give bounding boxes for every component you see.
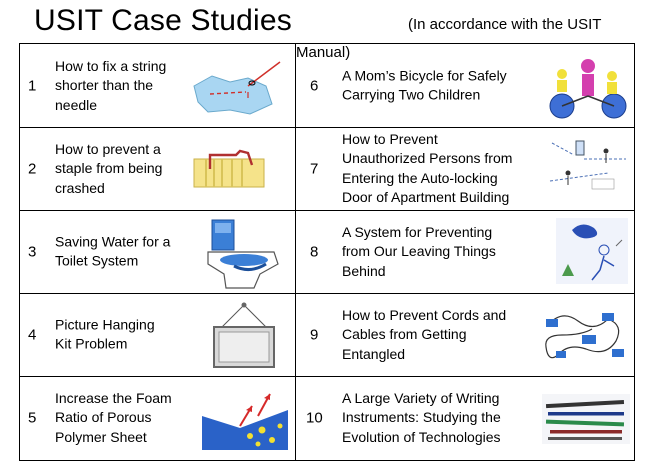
case-item-2 [20,127,295,210]
case-number: 1 [28,77,37,94]
foam-sheet-icon [200,386,290,452]
case-title [55,388,172,447]
case-grid [19,43,635,461]
case-title-line: A System for Preventing [342,223,493,240]
case-title-line: How to Prevent Cords and [342,306,507,323]
case-item-5 [20,376,295,459]
case-title-line: Carrying Two Children [342,86,481,103]
case-title-line: Door of Apartment Building [342,189,510,205]
case-title-line: Picture Hanging [55,316,155,332]
case-number: 4 [28,326,37,343]
case-title-line: Behind [342,262,386,279]
case-title-line: shorter than the [55,76,154,93]
case-title [342,66,507,105]
case-number: 7 [310,160,319,177]
case-number: 9 [310,326,319,343]
case-title-line: staple from being [55,159,163,176]
case-title-line: Entangled [342,345,406,362]
case-item-1 [20,44,295,127]
case-item-8 [296,210,635,293]
case-title-line: Unauthorized Persons from [342,150,513,166]
case-item-3 [20,210,295,293]
toilet-icon [204,218,290,292]
auto-lock-door-icon [548,135,630,201]
case-number: 2 [28,160,37,177]
case-title-line: Toilet System [55,252,139,269]
case-title-line: How to prevent a [55,140,161,157]
case-number: 10 [306,409,323,426]
needle-string-icon [190,56,286,120]
case-title-line: How to Prevent [342,130,438,147]
page-title: USIT Case Studies [34,4,292,37]
case-title-line: A Mom’s Bicycle for Safely [342,67,507,83]
case-title-line: Evolution of Technologies [342,428,501,445]
picture-frame-icon [208,299,280,371]
case-title [55,232,170,271]
case-title [342,388,501,447]
case-title-line: Entering the Auto-locking [342,169,498,186]
case-title-line: crashed [55,179,105,196]
case-number: 5 [28,409,37,426]
writing-instruments-icon [542,394,630,444]
tangled-cables-icon [542,305,632,367]
case-number: 6 [310,77,319,94]
case-title-line: Cables from Getting [342,325,467,342]
case-number: 8 [310,243,319,260]
case-title-line: Instruments: Studying the [342,408,501,425]
case-item-7 [296,127,635,210]
case-title [55,315,155,354]
case-title-line: Ratio of Porous [55,408,152,425]
case-title-line: Saving Water for a [55,233,171,249]
case-title [342,305,506,364]
case-title-line: Polymer Sheet [55,428,147,445]
case-title [55,56,166,115]
case-title-line: from Our Leaving Things [342,242,496,259]
case-title [55,139,162,198]
subtitle-line2: Manual) [296,44,351,61]
case-item-10 [296,376,635,459]
leaving-things-icon [554,216,630,286]
case-item-4 [20,293,295,376]
case-title-line: Kit Problem [55,335,128,352]
case-title-line: How to fix a string [55,57,167,74]
bicycle-icon [548,54,630,120]
case-title-line: Increase the Foam [55,389,172,406]
case-title [342,130,512,208]
case-number: 3 [28,243,37,260]
staple-icon [192,147,272,191]
case-item-9 [296,293,635,376]
subtitle-line1: (In accordance with the USIT [408,16,602,33]
case-title-line: A Large Variety of Writing [342,389,500,406]
case-title [342,222,496,281]
case-title-line: needle [55,96,98,113]
